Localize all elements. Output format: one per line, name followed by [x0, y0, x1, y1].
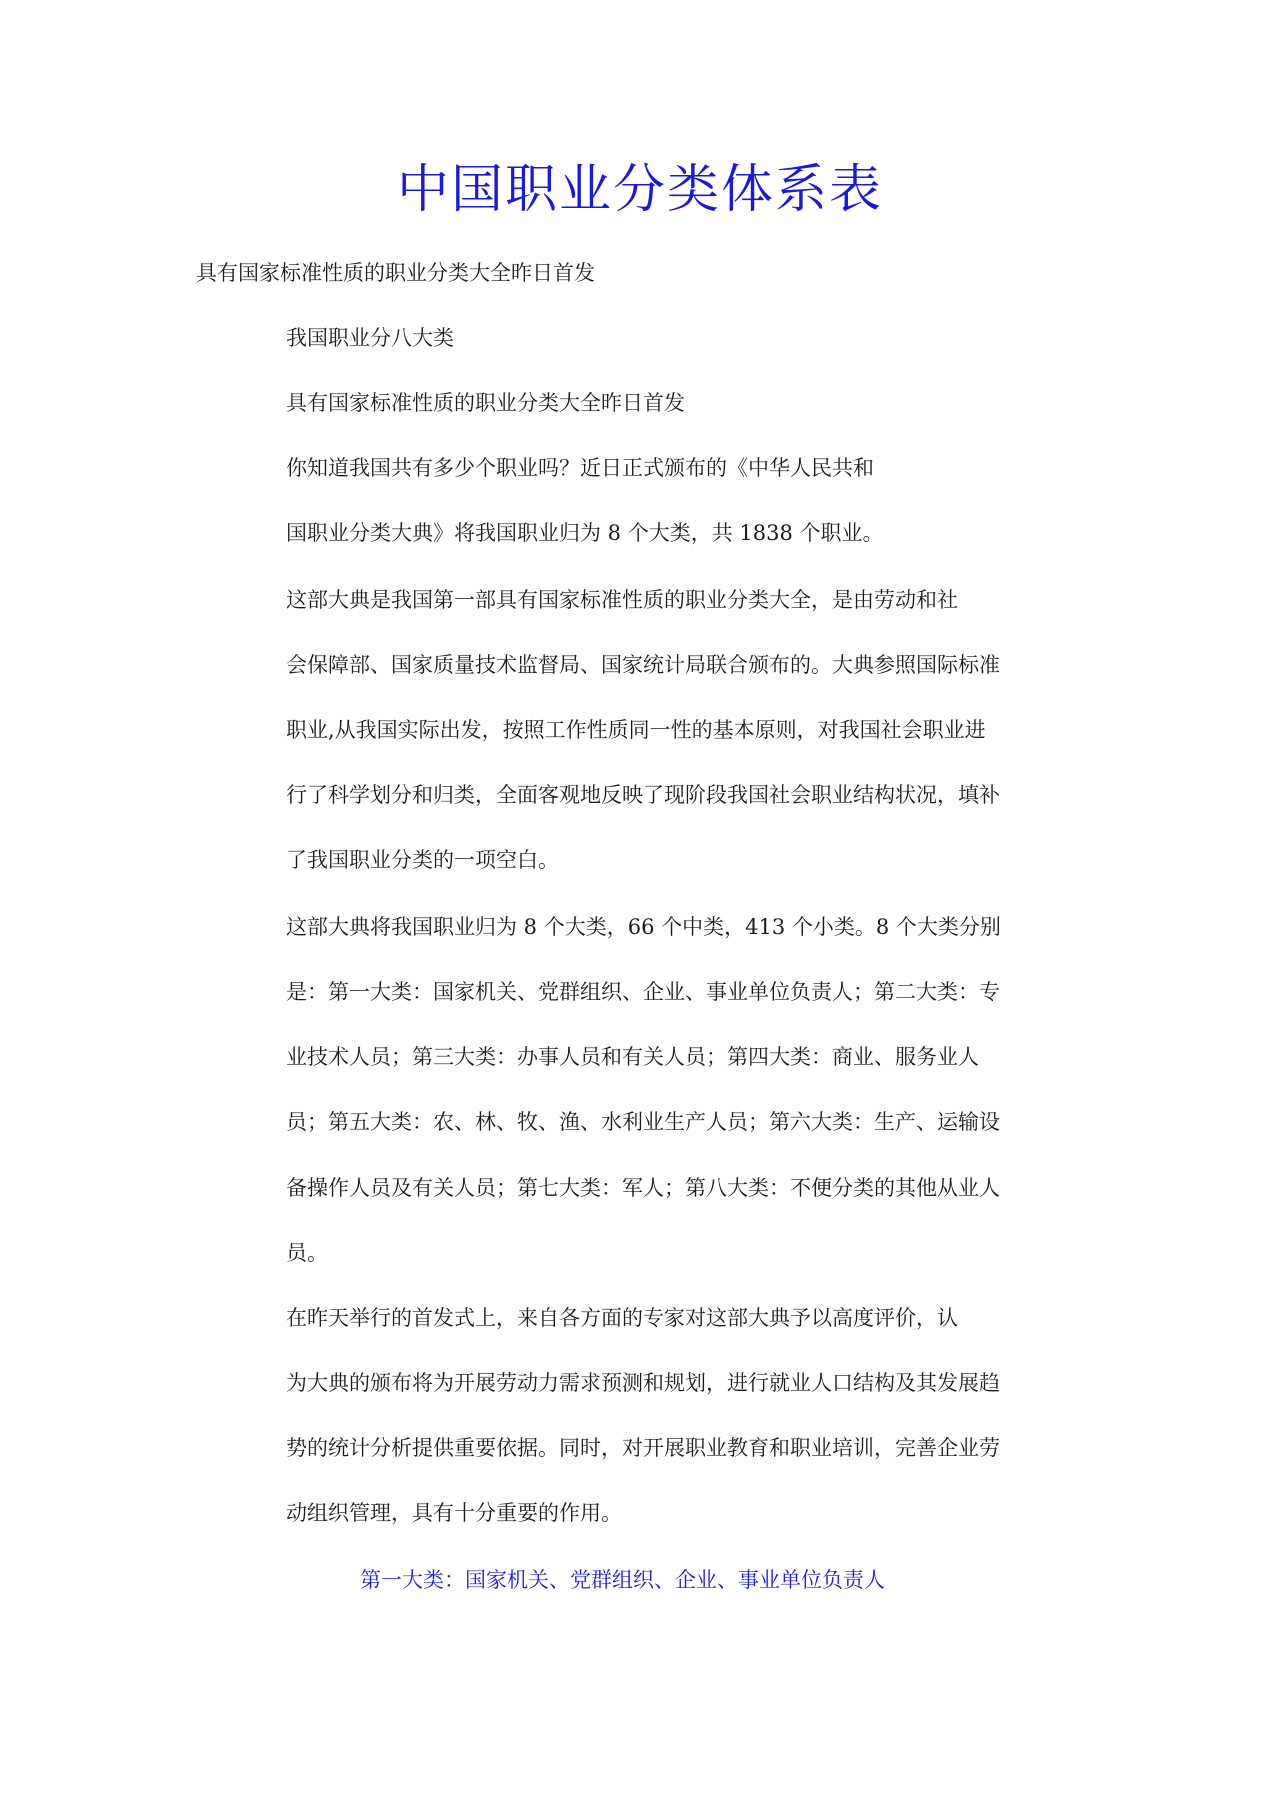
paragraph-line: 行了科学划分和归类，全面客观地反映了现阶段我国社会职业结构状况，填补: [286, 783, 1000, 807]
paragraph-line: 在昨天举行的首发式上，来自各方面的专家对这部大典予以高度评价，认: [286, 1306, 958, 1330]
paragraph-line: 员；第五大类：农、林、牧、渔、水利业生产人员；第六大类：生产、运输设: [286, 1110, 1000, 1134]
section-heading: 第一大类：国家机关、党群组织、企业、事业单位负责人: [360, 1568, 885, 1592]
paragraph-line: 我国职业分八大类: [286, 326, 454, 350]
paragraph-line: 你知道我国共有多少个职业吗？近日正式颁布的《中华人民共和: [286, 456, 874, 480]
paragraph-line: 动组织管理，具有十分重要的作用。: [286, 1501, 622, 1525]
paragraph-line: 为大典的颁布将为开展劳动力需求预测和规划，进行就业人口结构及其发展趋: [286, 1371, 1000, 1395]
paragraph-line: 了我国职业分类的一项空白。: [286, 848, 559, 872]
paragraph-line: 国职业分类大典》将我国职业归为 8 个大类，共 1838 个职业。: [286, 521, 884, 545]
paragraph-line: 具有国家标准性质的职业分类大全昨日首发: [286, 391, 685, 415]
page-title: 中国职业分类体系表: [396, 160, 883, 220]
paragraph-line: 业技术人员；第三大类：办事人员和有关人员；第四大类：商业、服务业人: [286, 1045, 979, 1069]
paragraph-line: 这部大典将我国职业归为 8 个大类，66 个中类，413 个小类。8 个大类分别: [286, 915, 1001, 939]
paragraph-line: 备操作人员及有关人员；第七大类：军人；第八大类：不便分类的其他从业人: [286, 1176, 1000, 1200]
paragraph-line: 会保障部、国家质量技术监督局、国家统计局联合颁布的。大典参照国际标准: [286, 653, 1000, 677]
paragraph-line: 员。: [286, 1241, 328, 1265]
paragraph-line: 势的统计分析提供重要依据。同时，对开展职业教育和职业培训，完善企业劳: [286, 1436, 1000, 1460]
paragraph-line: 职业,从我国实际出发，按照工作性质同一性的基本原则，对我国社会职业进: [286, 718, 986, 742]
subtitle: 具有国家标准性质的职业分类大全昨日首发: [196, 261, 595, 285]
paragraph-line: 这部大典是我国第一部具有国家标准性质的职业分类大全，是由劳动和社: [286, 588, 958, 612]
paragraph-line: 是：第一大类：国家机关、党群组织、企业、事业单位负责人；第二大类：专: [286, 980, 1000, 1004]
